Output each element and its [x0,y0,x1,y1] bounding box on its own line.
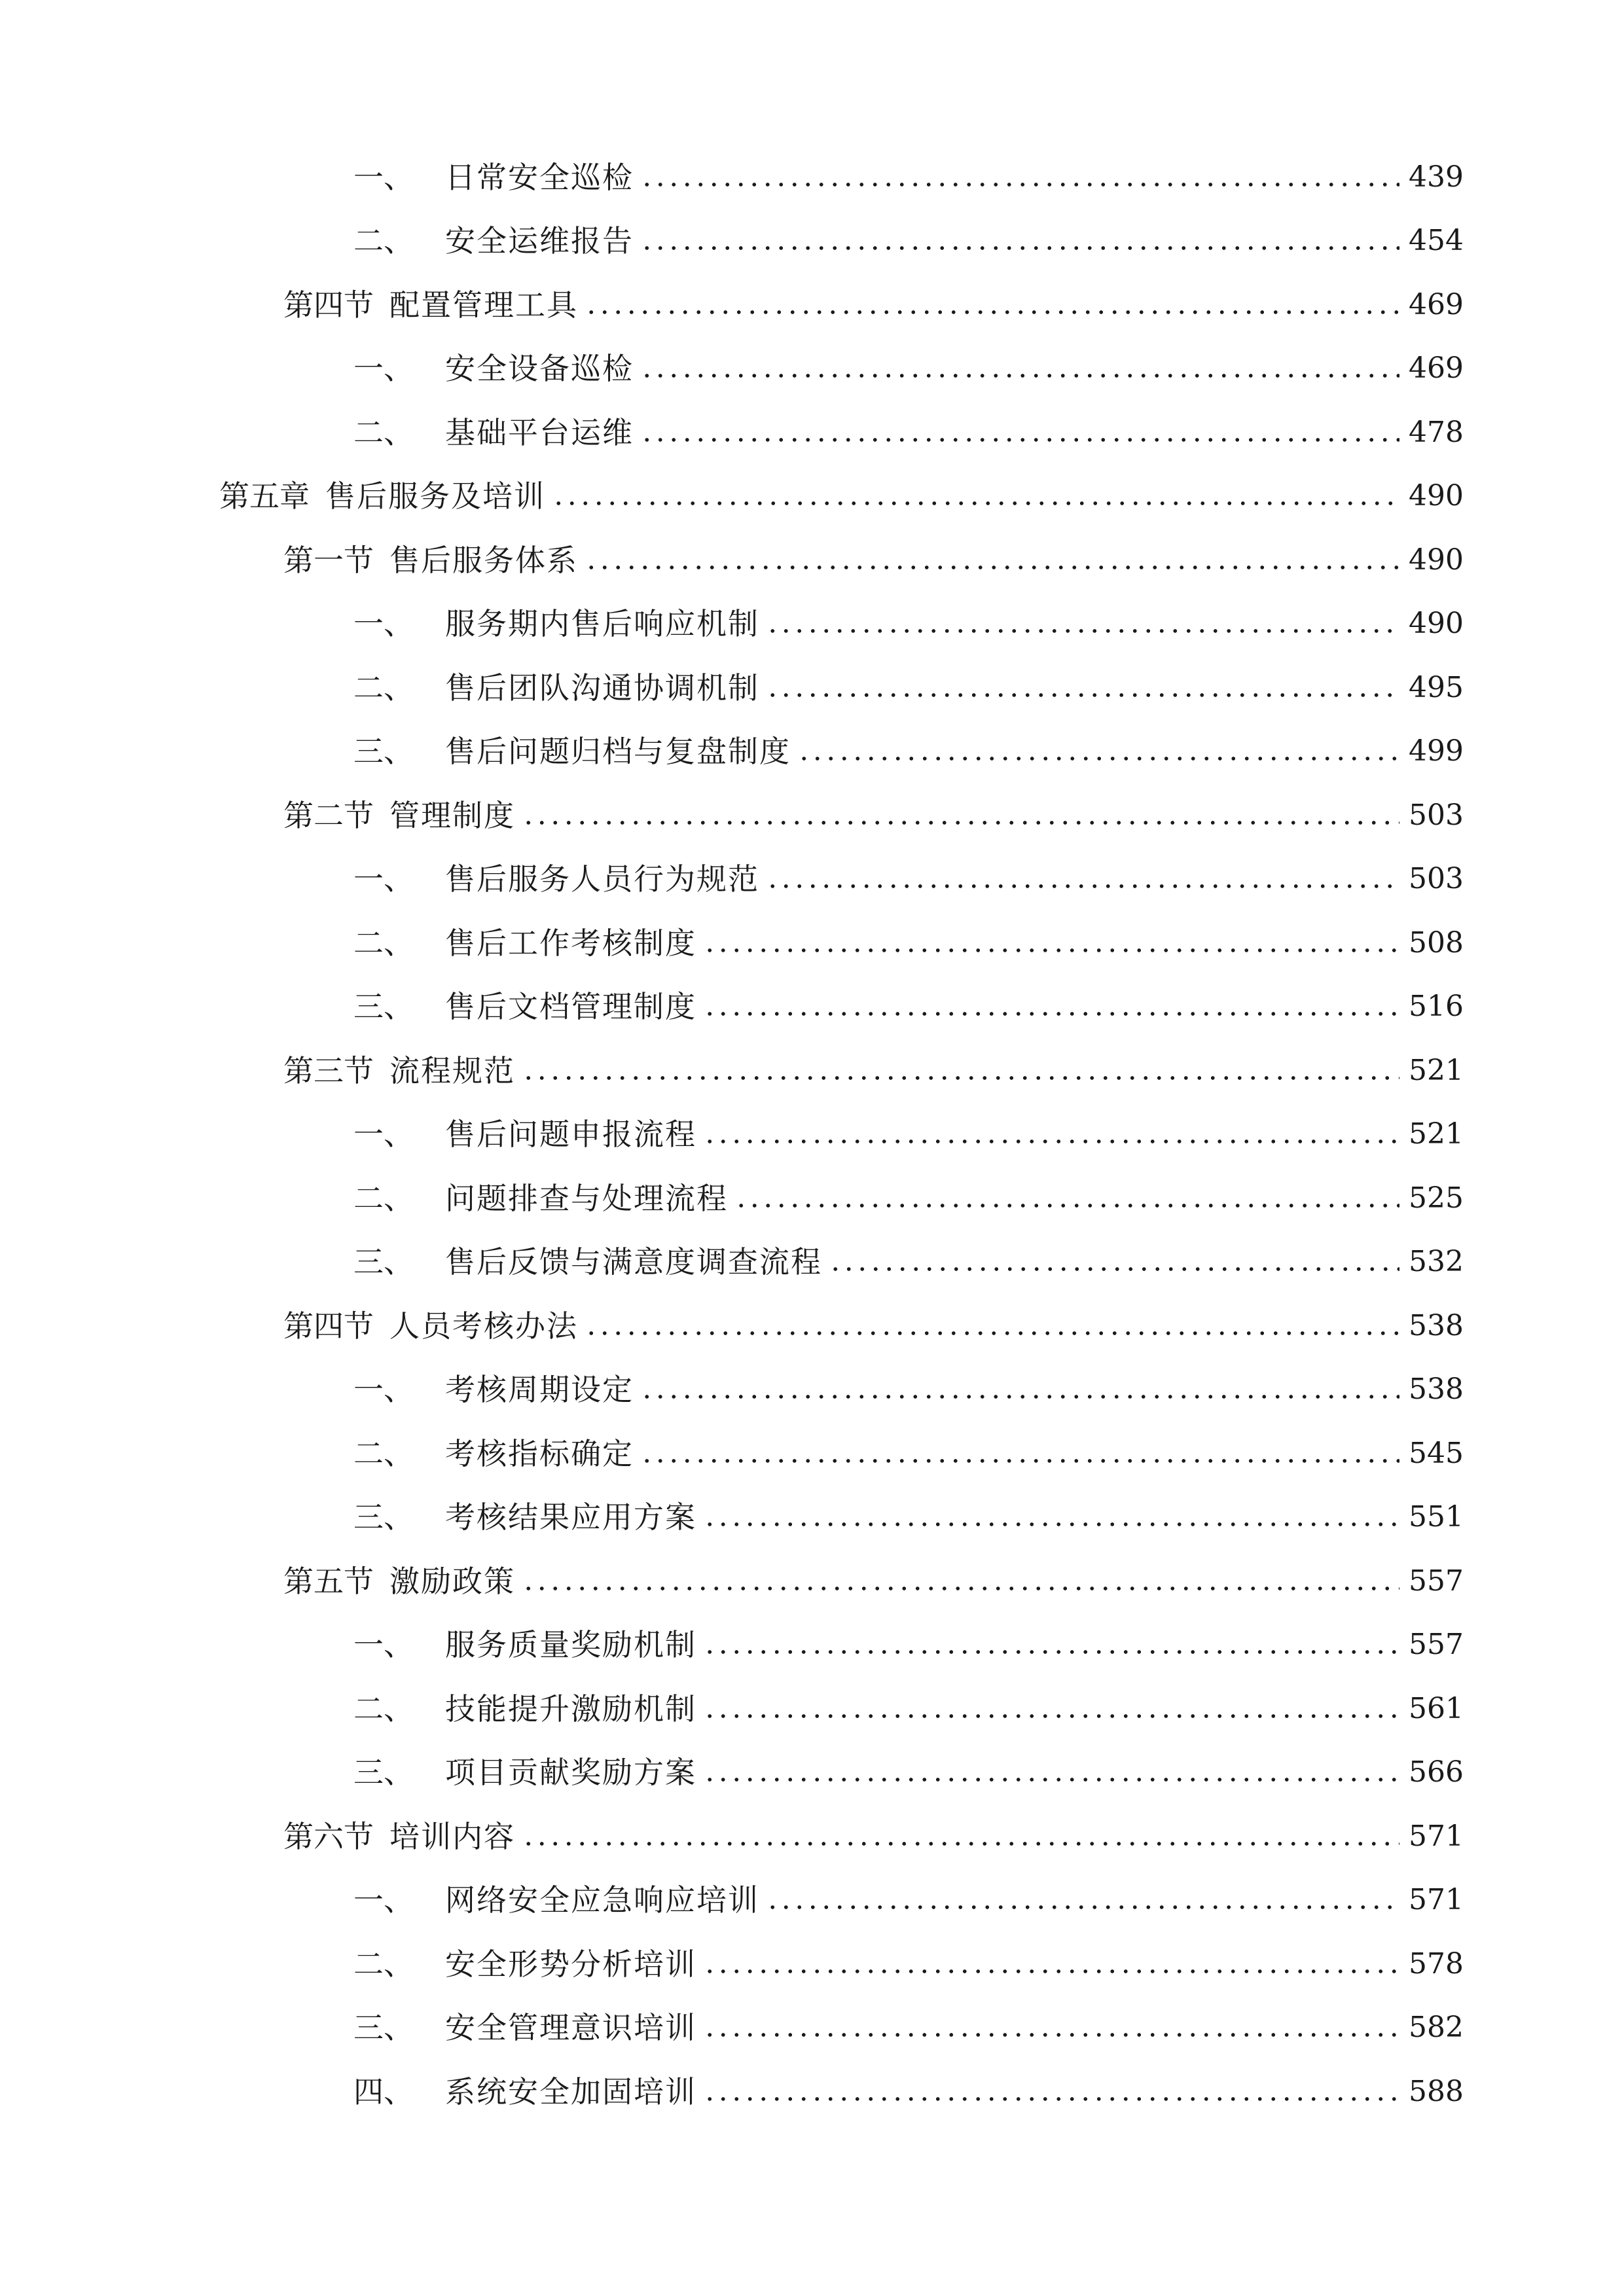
toc-entry[interactable] [0,1996,1624,2060]
toc-entry-title: 日常安全巡检 [445,159,634,195]
dot-leader [703,1522,1399,1527]
toc-entry[interactable] [0,592,1624,656]
toc-entry-number: 一、 [353,1372,414,1408]
dot-leader [522,1075,1399,1081]
toc-entry[interactable] [0,911,1624,975]
toc-entry-page-number: 454 [1409,224,1464,258]
toc-entry[interactable] [0,1486,1624,1550]
toc-entry-page-number: 499 [1409,734,1464,768]
toc-entry-number: 一、 [353,861,414,897]
toc-entry-number: 一、 [353,1882,414,1918]
toc-entry[interactable] [0,783,1624,848]
toc-entry[interactable] [0,209,1624,274]
toc-entry-page-number: 578 [1409,1946,1464,1981]
toc-entry-title: 人员考核办法 [389,1308,578,1344]
toc-entry-page-number: 503 [1409,798,1464,832]
toc-entry[interactable] [0,1869,1624,1933]
toc-entry-page-number: 508 [1409,925,1464,960]
toc-entry-title: 激励政策 [389,1563,515,1599]
toc-entry-page-number: 490 [1409,607,1464,641]
toc-entry-page-number: 582 [1409,2011,1464,2045]
toc-entry-number: 第四节 [283,287,374,323]
dot-leader [703,1969,1399,1974]
dot-leader [703,2032,1399,2037]
toc-entry-title: 网络安全应急响应培训 [445,1882,759,1918]
toc-entry-title: 售后团队沟通协调机制 [445,670,759,706]
toc-entry-title: 安全运维报告 [445,223,634,259]
toc-entry-title: 服务期内售后响应机制 [445,606,759,642]
dot-leader [522,1841,1399,1846]
dot-leader [703,1713,1399,1719]
toc-entry-title: 系统安全加固培训 [445,2073,696,2109]
toc-entry-page-number: 538 [1409,1308,1464,1342]
toc-entry-page-number: 571 [1409,1819,1464,1853]
toc-entry[interactable] [0,1804,1624,1869]
toc-entry-page-number: 495 [1409,670,1464,704]
dot-leader [797,756,1399,761]
toc-entry-page-number: 557 [1409,1628,1464,1662]
toc-entry-number: 二、 [353,1946,414,1982]
toc-entry-title: 售后服务体系 [389,542,578,578]
dot-leader [703,948,1399,953]
toc-entry[interactable] [0,1230,1624,1295]
toc-entry-page-number: 525 [1409,1181,1464,1215]
toc-entry-title: 安全管理意识培训 [445,2010,696,2046]
toc-entry-number: 二、 [353,1691,414,1727]
toc-entry[interactable] [0,1294,1624,1358]
toc-entry-number: 一、 [353,351,414,387]
toc-entry-number: 第一节 [283,542,374,578]
toc-entry[interactable] [0,975,1624,1039]
toc-entry[interactable] [0,1039,1624,1103]
toc-entry-title: 基础平台运维 [445,414,634,450]
dot-leader [703,1011,1399,1016]
toc-entry-page-number: 588 [1409,2074,1464,2108]
toc-entry-number: 第六节 [283,1818,374,1854]
toc-entry-title: 流程规范 [389,1052,515,1088]
dot-leader [703,1777,1399,1782]
dot-leader [585,565,1399,570]
dot-leader [703,1139,1399,1144]
toc-entry-page-number: 521 [1409,1117,1464,1151]
toc-entry[interactable] [0,1932,1624,1996]
toc-entry-number: 二、 [353,670,414,706]
dot-leader [829,1266,1399,1272]
toc-entry-page-number: 490 [1409,543,1464,577]
dot-leader [766,692,1399,698]
toc-entry[interactable] [0,401,1624,465]
dot-leader [640,1458,1399,1463]
toc-entry[interactable] [0,337,1624,401]
toc-entry-page-number: 490 [1409,479,1464,513]
toc-entry-number: 二、 [353,925,414,961]
dot-leader [640,437,1399,442]
toc-entry-title: 售后服务人员行为规范 [445,861,759,897]
toc-entry-number: 三、 [353,1755,414,1791]
toc-entry[interactable] [0,1677,1624,1741]
toc-entry-title: 培训内容 [389,1818,515,1854]
dot-leader [766,884,1399,889]
toc-entry-page-number: 503 [1409,862,1464,896]
toc-entry-title: 售后工作考核制度 [445,925,696,961]
dot-leader [640,1394,1399,1399]
toc-entry-title: 服务质量奖励机制 [445,1627,696,1663]
toc-entry[interactable] [0,1422,1624,1486]
toc-entry[interactable] [0,528,1624,592]
dot-leader [552,501,1399,506]
toc-entry[interactable] [0,848,1624,912]
toc-entry-number: 二、 [353,223,414,259]
toc-entry[interactable] [0,1741,1624,1805]
toc-entry-number: 三、 [353,734,414,770]
toc-entry-page-number: 551 [1409,1500,1464,1534]
toc-entry-number: 一、 [353,1627,414,1663]
dot-leader [585,310,1399,315]
toc-entry-page-number: 566 [1409,1755,1464,1789]
toc-entry-page-number: 538 [1409,1372,1464,1407]
toc-entry-number: 四、 [353,2073,414,2109]
toc-entry-title: 问题排查与处理流程 [445,1180,728,1216]
toc-entry-title: 安全设备巡检 [445,351,634,387]
toc-entry-number: 二、 [353,1435,414,1471]
dot-leader [766,1905,1399,1910]
toc-entry-number: 二、 [353,1180,414,1216]
toc-entry-page-number: 439 [1409,160,1464,194]
toc-entry-page-number: 545 [1409,1436,1464,1470]
toc-entry-number: 第五章 [219,478,310,514]
toc-entry-title: 售后问题归档与复盘制度 [445,734,791,770]
toc-entry-title: 考核结果应用方案 [445,1499,696,1535]
toc-entry-title: 考核指标确定 [445,1435,634,1471]
toc-entry-title: 配置管理工具 [389,287,578,323]
toc-entry-number: 三、 [353,989,414,1025]
toc-entry-number: 一、 [353,159,414,195]
toc-entry-title: 售后问题申报流程 [445,1117,696,1153]
toc-entry[interactable] [0,1613,1624,1677]
toc-entry-number: 一、 [353,606,414,642]
toc-entry-title: 考核周期设定 [445,1372,634,1408]
toc-entry-number: 三、 [353,1244,414,1280]
dot-leader [522,1586,1399,1591]
toc-entry-title: 安全形势分析培训 [445,1946,696,1982]
toc-entry-number: 第二节 [283,797,374,833]
dot-leader [766,628,1399,634]
toc-entry-page-number: 571 [1409,1883,1464,1917]
toc-entry[interactable] [0,720,1624,784]
toc-entry-number: 第三节 [283,1052,374,1088]
toc-entry[interactable] [0,1103,1624,1167]
toc-entry-title: 项目贡献奖励方案 [445,1755,696,1791]
dot-leader [522,820,1399,825]
toc-entry-page-number: 561 [1409,1691,1464,1725]
toc-entry-page-number: 532 [1409,1245,1464,1279]
toc-entry[interactable] [0,273,1624,337]
dot-leader [640,245,1399,251]
toc-entry[interactable] [0,1549,1624,1613]
dot-leader [585,1331,1399,1336]
dot-leader [734,1203,1399,1208]
toc-entry-page-number: 521 [1409,1053,1464,1087]
toc-entry[interactable] [0,465,1624,529]
toc-entry-title: 技能提升激励机制 [445,1691,696,1727]
toc-entry-number: 第四节 [283,1308,374,1344]
toc-entry-page-number: 557 [1409,1564,1464,1598]
dot-leader [703,2096,1399,2102]
toc-entry[interactable] [0,145,1624,209]
table-of-contents [0,145,1624,2124]
toc-entry-page-number: 478 [1409,415,1464,449]
dot-leader [640,182,1399,187]
toc-entry[interactable] [0,656,1624,720]
toc-entry-page-number: 469 [1409,287,1464,321]
toc-entry-title: 售后反馈与满意度调查流程 [445,1244,822,1280]
dot-leader [703,1649,1399,1655]
toc-entry-number: 三、 [353,1499,414,1535]
toc-entry-page-number: 469 [1409,351,1464,386]
toc-entry-title: 售后服务及培训 [325,478,545,514]
toc-entry[interactable] [0,1358,1624,1422]
toc-entry-title: 售后文档管理制度 [445,989,696,1025]
dot-leader [640,373,1399,378]
toc-entry[interactable] [0,2060,1624,2124]
toc-entry[interactable] [0,1166,1624,1230]
toc-entry-number: 一、 [353,1117,414,1153]
toc-entry-title: 管理制度 [389,797,515,833]
toc-entry-page-number: 516 [1409,990,1464,1024]
toc-entry-number: 第五节 [283,1563,374,1599]
toc-entry-number: 三、 [353,2010,414,2046]
toc-entry-number: 二、 [353,414,414,450]
